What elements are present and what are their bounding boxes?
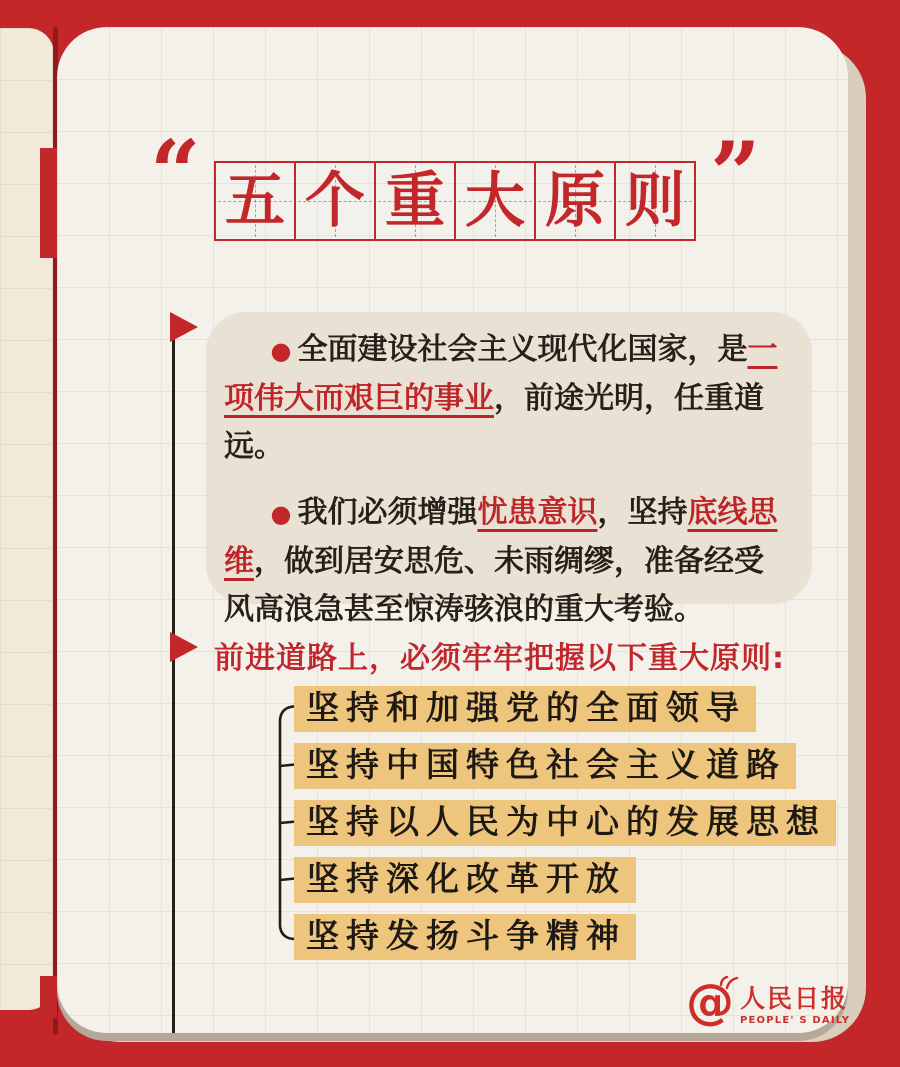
principle-item: 坚持中国特色社会主义道路 (294, 743, 796, 789)
principle-item: 坚持以人民为中心的发展思想 (294, 800, 836, 846)
title-char-box (614, 161, 696, 241)
red-bookmark-tab-bottom (40, 976, 57, 1018)
logo-english-name: PEOPLE' S DAILY (740, 1015, 851, 1026)
logo-chinese-name: 人民日报 (740, 984, 849, 1013)
close-quote-mark: ” (710, 122, 761, 226)
title-char-box (294, 161, 376, 241)
intro-paragraph-1 (224, 326, 792, 471)
title-char-box (374, 161, 456, 241)
intro-text-box (206, 312, 812, 627)
paragraph-text: ，做到居安思危、未雨绸缪，准备经受风高浪急甚至惊涛骇浪的重大考验。 (224, 544, 764, 627)
principle-item: 坚持深化改革开放 (294, 857, 636, 903)
principle-item: 坚持发扬斗争精神 (294, 914, 636, 960)
open-quote-mark: “ (150, 120, 201, 224)
triangle-arrow-icon (170, 632, 198, 662)
sound-wave-icon (718, 974, 740, 996)
bullet-dot-icon: ● (270, 337, 292, 365)
title-char-box (454, 161, 536, 241)
highlighted-phrase: 忧患意识 (477, 495, 598, 530)
title-char: 原 (545, 166, 605, 236)
paragraph-text: 我们必须增强 (297, 495, 478, 530)
title-char-box (214, 161, 296, 241)
paragraph-text: ，坚持 (597, 495, 688, 530)
section-heading: 前进道路上，必须牢牢把握以下重大原则: (214, 641, 785, 676)
title-char: 重 (385, 166, 445, 236)
at-megaphone-icon (686, 974, 734, 1030)
title-char-box (534, 161, 616, 241)
highlighted-phrase: 底线思维 (224, 495, 778, 579)
bullet-dot-icon: ● (270, 500, 292, 528)
logo-text-column (740, 980, 850, 1026)
page-title (214, 161, 696, 241)
intro-paragraph-2 (224, 489, 792, 634)
peoples-daily-logo (686, 974, 851, 1030)
principles-list (294, 686, 836, 971)
highlighted-phrase: 一项伟大而艰巨的事业 (224, 332, 778, 416)
title-char: 个 (305, 166, 365, 236)
triangle-arrow-icon (170, 312, 198, 342)
red-bookmark-tab-top (40, 148, 57, 258)
at-symbol: @ (686, 974, 734, 1030)
title-char: 五 (225, 166, 285, 236)
paragraph-text: ，前途光明，任重道远。 (224, 381, 764, 464)
title-char: 大 (465, 166, 525, 236)
principle-item: 坚持和加强党的全面领导 (294, 686, 756, 732)
timeline-line (172, 327, 175, 1033)
paragraph-text: 全面建设社会主义现代化国家，是 (297, 332, 748, 367)
title-char: 则 (625, 166, 685, 236)
